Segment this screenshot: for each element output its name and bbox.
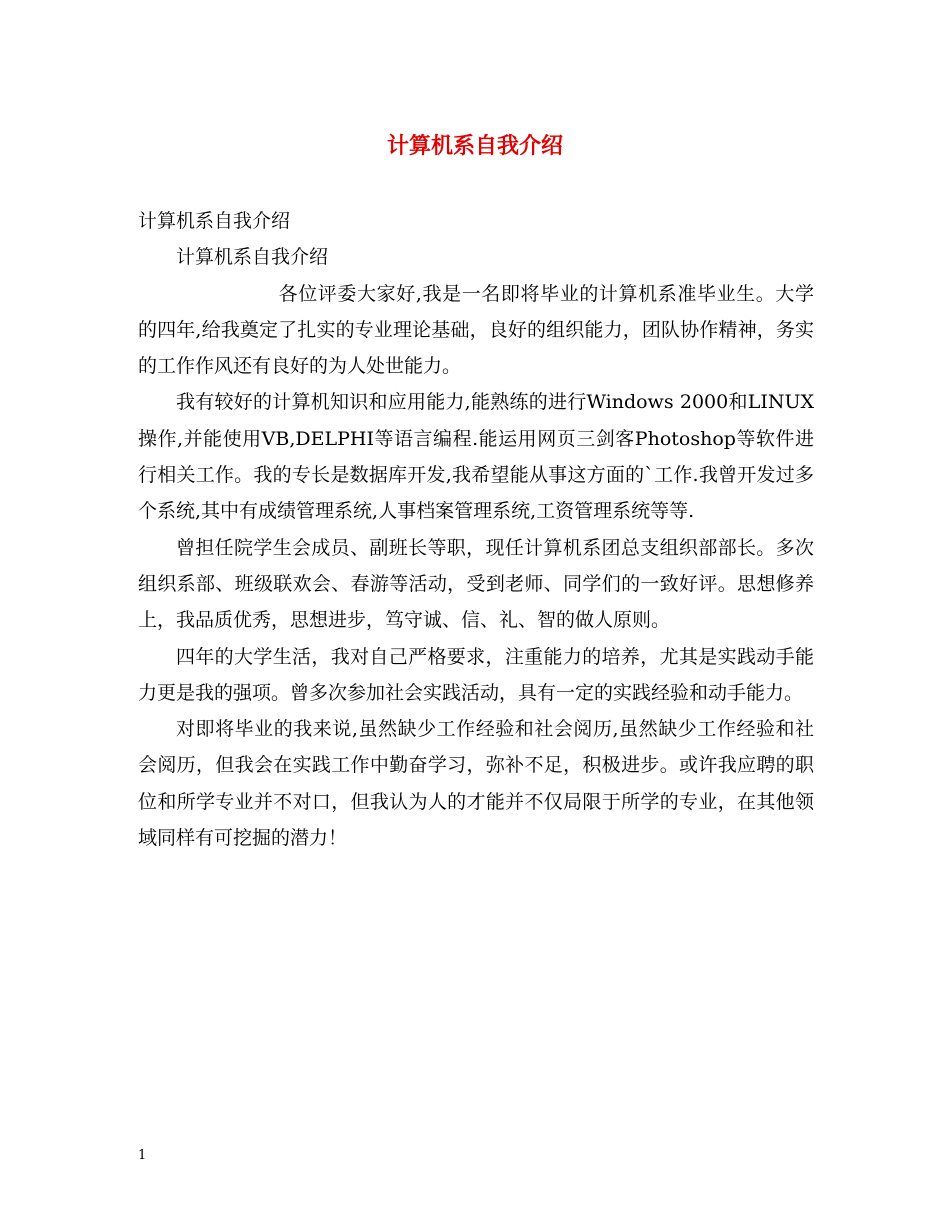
page-number: 1 xyxy=(138,1148,147,1163)
paragraph-greeting: 各位评委大家好,我是一名即将毕业的计算机系准毕业生。大学的四年,给我奠定了扎实的专业理论基础，良好的组织能力，团队协作精神，务实的工作作风还有良好的为人处世能力。 xyxy=(138,282,814,378)
document-body xyxy=(138,203,814,856)
heading-line-1: 计算机系自我介绍 xyxy=(138,210,291,232)
paragraph-closing: 对即将毕业的我来说,虽然缺少工作经验和社会阅历,虽然缺少工作经验和社会阅历，但我会在实践工作中勤奋学习，弥补不足，积极进步。或许我应聘的职位和所学专业并不对口，但我认为人的才能并不仅局限于所学的专业，在其他领域同样有可挖掘的潜力！ xyxy=(138,718,814,850)
document-title: 计算机系自我介绍 xyxy=(386,134,563,159)
paragraph-skills: 我有较好的计算机知识和应用能力,能熟练的进行Windows 2000和LINUX操作,并能使用VB,DELPHI等语言编程.能运用网页三剑客Photoshop等软件进行相关工作。我的专长是数据库开发,我希望能从事这方面的`工作.我曾开发过多个系统,其中有成绩管理系统,人事档案管理系统,工资管理系统等等. xyxy=(138,391,814,523)
paragraph-university-life: 四年的大学生活，我对自己严格要求，注重能力的培养，尤其是实践动手能力更是我的强项。曾多次参加社会实践活动，具有一定的实践经验和动手能力。 xyxy=(138,645,814,704)
heading-line-2: 计算机系自我介绍 xyxy=(176,246,329,269)
paragraph-experience: 曾担任院学生会成员、副班长等职，现任计算机系团总支组织部部长。多次组织系部、班级联欢会、春游等活动，受到老师、同学们的一致好评。思想修养上，我品质优秀，思想进步，笃守诚、信、礼、智的做人原则。 xyxy=(138,536,814,632)
